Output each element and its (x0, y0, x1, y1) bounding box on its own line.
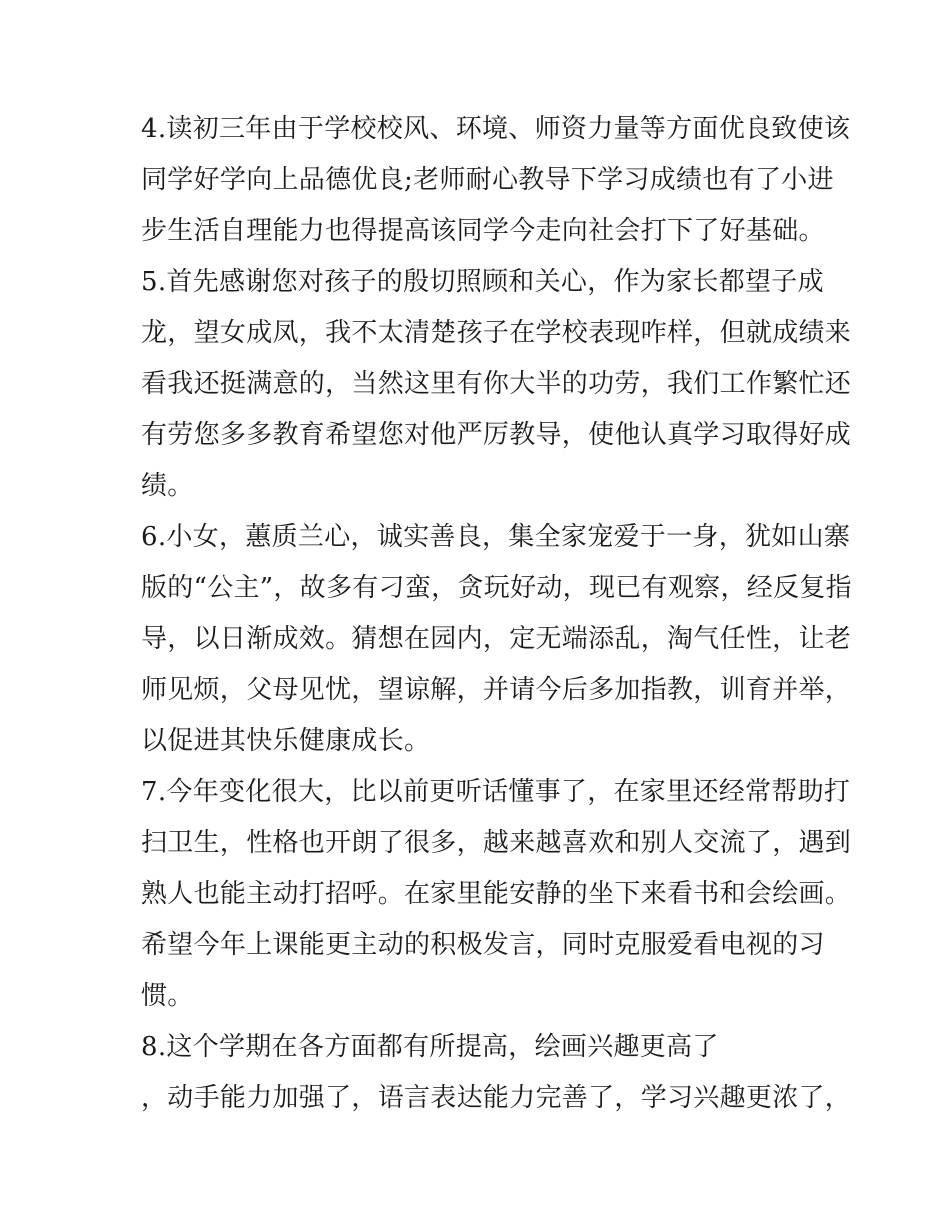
text-line: 同学好学向上品德优良;老师耐心教导下学习成绩也有了小进 (141, 165, 834, 195)
text-line: 7.今年变化很大，比以前更听话懂事了，在家里还经常帮助打 (141, 777, 851, 807)
text-line: 6.小女，蕙质兰心，诚实善良，集全家宠爱于一身，犹如山寨 (141, 522, 851, 552)
text-line: 版的“公主”，故多有刁蛮，贪玩好动，现已有观察，经反复指 (141, 573, 852, 603)
text-line: 师见烦，父母见忧，望谅解，并请今后多加指教，训育并举， (141, 675, 852, 705)
text-line: 熟人也能主动打招呼。在家里能安静的坐下来看书和会绘画。 (141, 879, 852, 909)
text-line: 5.首先感谢您对孩子的殷切照顾和关心，作为家长都望子成 (141, 267, 824, 297)
text-line: ，动手能力加强了，语言表达能力完善了，学习兴趣更浓了， (141, 1083, 852, 1113)
text-line: 导，以日渐成效。猜想在园内，定无端添乱，淘气任性，让老 (141, 624, 852, 654)
text-line: 有劳您多多教育希望您对他严厉教导，使他认真学习取得好成 (141, 420, 852, 450)
text-line: 8.这个学期在各方面都有所提高，绘画兴趣更高了 (141, 1032, 719, 1062)
text-line: 步生活自理能力也得提高该同学今走向社会打下了好基础。 (141, 216, 825, 246)
text-line: 看我还挺满意的，当然这里有你大半的功劳，我们工作繁忙还 (141, 369, 852, 399)
text-line: 以促进其快乐健康成长。 (141, 726, 431, 756)
text-line: 惯。 (141, 981, 194, 1011)
text-line: 扫卫生，性格也开朗了很多，越来越喜欢和别人交流了，遇到 (141, 828, 852, 858)
text-line: 绩。 (141, 471, 194, 501)
text-line: 希望今年上课能更主动的积极发言，同时克服爱看电视的习 (141, 930, 825, 960)
text-line: 4.读初三年由于学校校风、环境、师资力量等方面优良致使该 (141, 114, 851, 144)
text-line: 龙，望女成凤，我不太清楚孩子在学校表现咋样，但就成绩来 (141, 318, 852, 348)
